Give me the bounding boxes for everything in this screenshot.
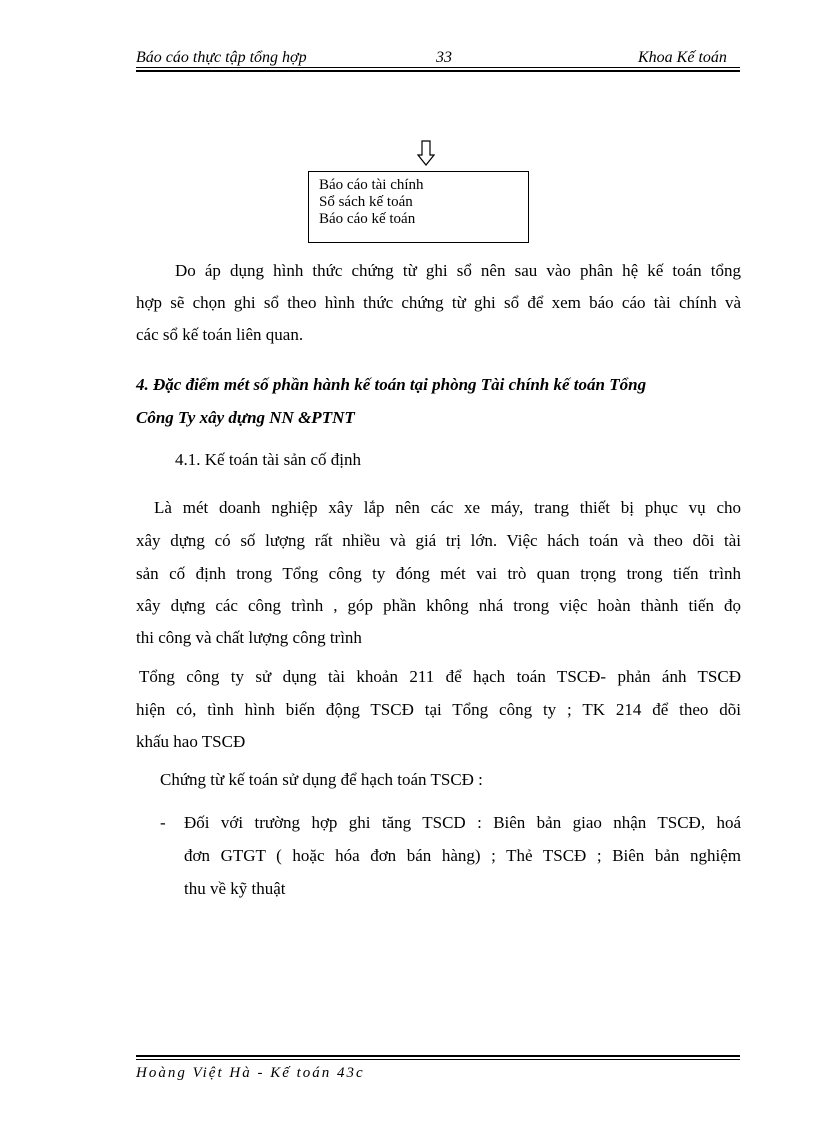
bullet-line: Đối với trường hợp ghi tăng TSCD : Biên bản giao nhận TSCĐ, hoá: [184, 813, 741, 832]
report-box-line: Báo cáo kế toán: [319, 211, 416, 227]
footer-author: Hoàng Việt Hà - Kế toán 43c: [136, 1065, 365, 1081]
report-box: [308, 171, 529, 243]
down-arrow-icon: [417, 140, 435, 166]
header-title: Báo cáo thực tập tổng hợp: [136, 49, 307, 66]
report-box-line: Báo cáo tài chính: [319, 177, 424, 193]
section-heading: Công Ty xây dựng NN &PTNT: [136, 408, 355, 427]
report-box-line: Sổ sách kế toán: [319, 194, 413, 210]
paragraph-line: hợp sẽ chọn ghi sổ theo hình thức chứng từ ghi sổ để xem báo cáo tài chính và: [136, 293, 741, 312]
page-number: 33: [436, 49, 452, 66]
paragraph-line: khấu hao TSCĐ: [136, 732, 246, 751]
header-rule-thin: [136, 67, 740, 68]
bullet-line: thu về kỹ thuật: [184, 879, 286, 898]
header-rule-thick: [136, 70, 740, 72]
paragraph-line: Tổng công ty sử dụng tài khoản 211 để hạch toán TSCĐ- phản ánh TSCĐ: [139, 667, 741, 686]
paragraph-line: sản cố định trong Tổng công ty đóng mét vai trò quan trọng trong tiến trình: [136, 564, 741, 583]
paragraph-line: Do áp dụng hình thức chứng từ ghi sổ nên sau vào phân hệ kế toán tổng: [175, 261, 741, 280]
bullet-marker: -: [160, 813, 166, 832]
footer-rule-thick: [136, 1055, 740, 1057]
paragraph-line: xây dựng có số lượng rất nhiều và giá trị lớn. Việc hách toán và theo dõi tài: [136, 531, 741, 550]
subsection-heading: 4.1. Kế toán tài sản cố định: [175, 450, 362, 469]
header-department: Khoa Kế toán: [638, 49, 727, 66]
bullet-line: đơn GTGT ( hoặc hóa đơn bán hàng) ; Thẻ TSCĐ ; Biên bản nghiệm: [184, 846, 741, 865]
paragraph-line: thi công và chất lượng công trình: [136, 628, 362, 647]
section-heading: 4. Đặc điểm mét số phần hành kế toán tại phòng Tài chính kế toán Tổng: [136, 375, 647, 394]
paragraph-line: Là mét doanh nghiệp xây lắp nên các xe máy, trang thiết bị phục vụ cho: [154, 498, 741, 517]
paragraph-line: Chứng từ kế toán sử dụng để hạch toán TSCĐ :: [160, 770, 483, 789]
paragraph-line: hiện có, tình hình biến động TSCĐ tại Tổng công ty ; TK 214 để theo dõi: [136, 700, 741, 719]
footer-rule-thin: [136, 1059, 740, 1060]
paragraph-line: các sổ kế toán liên quan.: [136, 325, 304, 344]
paragraph-line: xây dựng các công trình , góp phần không nhá trong việc hoàn thành tiến đọ: [136, 596, 741, 615]
